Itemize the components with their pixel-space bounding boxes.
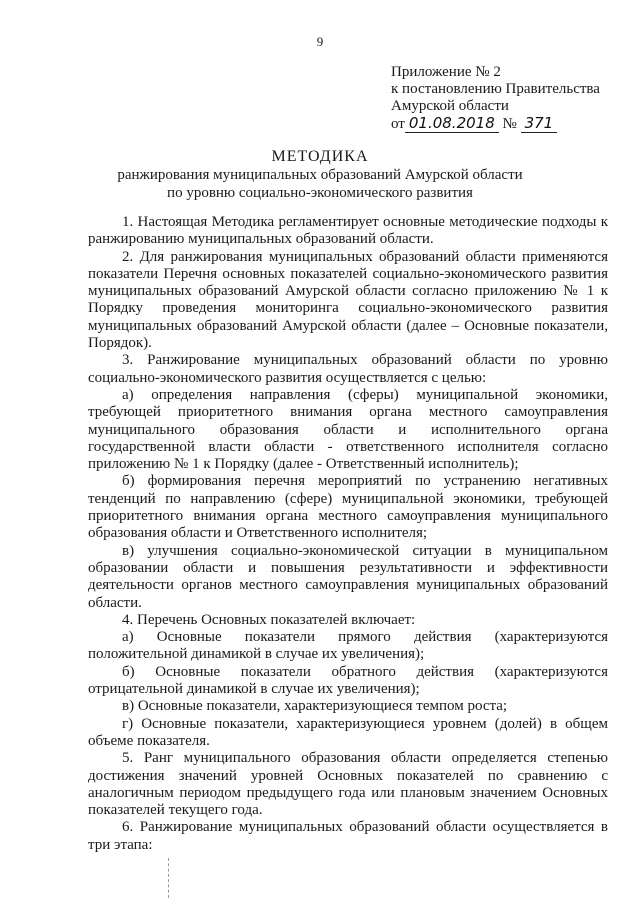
date-prefix: от <box>391 116 405 132</box>
handwritten-date: 01.08.2018 <box>405 114 499 133</box>
document-subtitle-line-1: ранжирования муниципальных образований Амурской области <box>117 167 523 183</box>
paragraph-4c: в) Основные показатели, характеризующиеся темпом роста; <box>122 698 508 715</box>
paragraph-6: 6. Ранжирование муниципальных образований области осуществляется в три этапа: <box>88 819 608 853</box>
appendix-header <box>391 64 631 133</box>
appendix-date-line <box>391 115 631 133</box>
handwritten-number: 371 <box>521 114 558 133</box>
paragraph-4d: г) Основные показатели, характеризующиеся уровнем (долей) в общем объеме показателя. <box>88 715 608 749</box>
paragraph-3a: а) определения направления (сферы) муниципальной экономики, требующей приоритетного внимания органа местного самоуправления муниципального образования области и исполнительного органа государственной власти области - ответственного исполнителя согласно приложению № 1 к Порядку (далее - Ответственный исполнитель); <box>88 386 608 473</box>
paragraph-2: 2. Для ранжирования муниципальных образований области применяются показатели Перечня основных показателей социально-экономического развития муниципальных образований Амурской области согласно приложению № 1 к Порядку проведения мониторинга социально-экономического развития муниципальных образований Амурской области (далее – Основные показатели, Порядок). <box>88 248 608 352</box>
paragraph-4: 4. Перечень Основных показателей включает: <box>122 611 416 628</box>
paragraph-3: 3. Ранжирование муниципальных образований области по уровню социально-экономического развития осуществляется с целью: <box>88 352 608 386</box>
paragraph-4a: а) Основные показатели прямого действия (характеризуются положительной динамикой в случае их увеличения); <box>88 629 608 663</box>
paragraph-4b: б) Основные показатели обратного действия (характеризуются отрицательной динамикой в случае их увеличения); <box>88 663 608 698</box>
paragraph-5: 5. Ранг муниципального образования области определяется степенью достижения значений уровней Основных показателей по сравнению с аналогичным периодом предыдущего года или плановым значением Основных показателей текущего года. <box>88 750 608 819</box>
number-prefix: № <box>502 116 517 132</box>
page-number: 9 <box>316 34 324 49</box>
appendix-resolution: к постановлению Правительства <box>391 81 600 97</box>
document-subtitle-line-2: по уровню социально-экономического развития <box>167 185 473 201</box>
scan-artifact-mark <box>168 858 171 898</box>
paragraph-3b: б) формирования перечня мероприятий по устранению негативных тенденций по направлению (сфере) муниципальной экономики, требующей приоритетного внимания органа местного самоуправления муниципального образования области и Ответственного исполнителя; <box>88 473 608 542</box>
document-body <box>88 214 608 854</box>
appendix-title: Приложение № 2 <box>391 64 501 80</box>
paragraph-1: 1. Настоящая Методика регламентирует основные методические подходы к ранжированию муниципальных образований области. <box>88 214 608 248</box>
appendix-region: Амурской области <box>391 98 509 114</box>
document-title: МЕТОДИКА <box>271 148 369 165</box>
paragraph-3c: в) улучшения социально-экономической ситуации в муниципальном образовании области и повышения результативности и эффективности деятельности органов местного самоуправления муниципальных образований области. <box>88 542 608 611</box>
document-title-block <box>0 148 640 202</box>
